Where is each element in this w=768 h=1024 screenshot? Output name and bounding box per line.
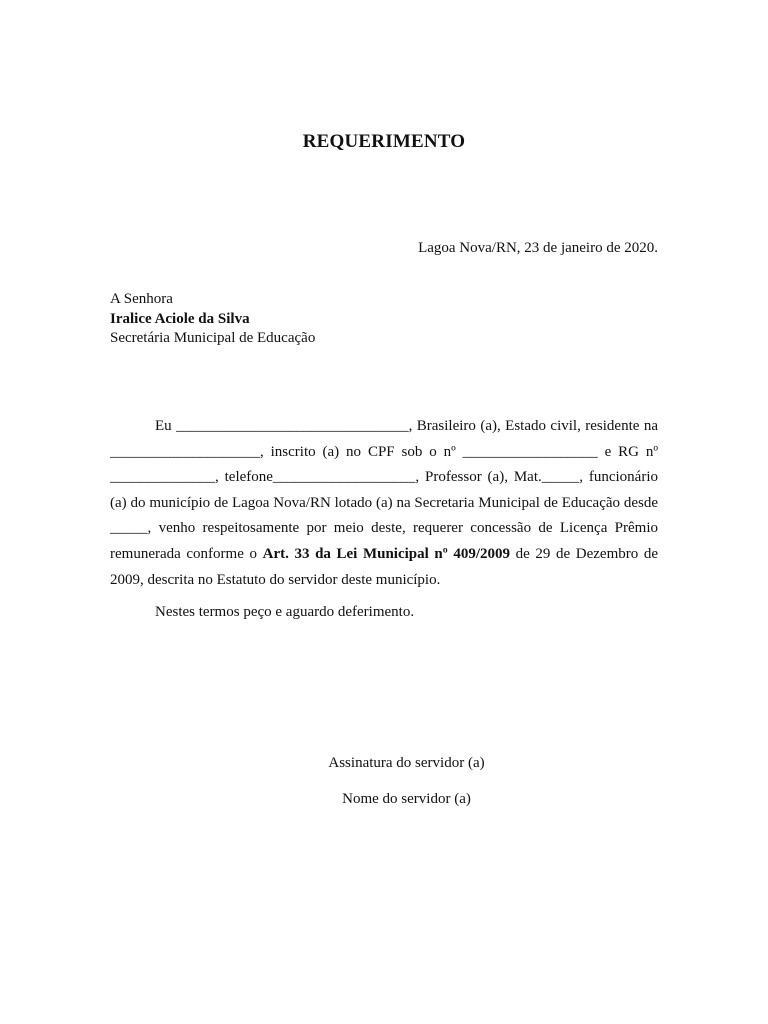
- request-body: [110, 414, 658, 593]
- place-date: Lagoa Nova/RN, 23 de janeiro de 2020.: [418, 240, 658, 256]
- recipient-salutation: A Senhora: [110, 291, 173, 307]
- signature-label: Assinatura do servidor (a): [328, 755, 485, 771]
- legal-reference: Art. 33 da Lei Municipal nº 409/2009: [262, 545, 510, 562]
- recipient-name: Iralice Aciole da Silva: [110, 310, 250, 327]
- recipient-role: Secretária Municipal de Educação: [110, 330, 316, 346]
- closing-line: Nestes termos peço e aguardo deferimento.: [155, 604, 415, 620]
- servant-name-label: Nome do servidor (a): [342, 791, 471, 807]
- request-text-part2: de 29 de Dezembro de 2009, descrita no Estatuto do servidor deste município.: [110, 545, 658, 588]
- request-paragraph: [110, 414, 658, 593]
- document-title: REQUERIMENTO: [302, 131, 466, 152]
- recipient-block: [110, 290, 315, 349]
- request-text-part1: Eu _______________________________, Brasileiro (a), Estado civil, residente na ____________________, inscrito (a) no CPF sob o nº __________________ e RG nº ______________, telefone___________________, Professor (a), Mat._____, funcionário (a) do município de Lagoa Nova/RN lotado (a) na Secretaria Municipal de Educação desde _____, venho respeitosamente por meio deste, requerer concessão de Licença Prêmio remunerada conforme o: [110, 418, 658, 562]
